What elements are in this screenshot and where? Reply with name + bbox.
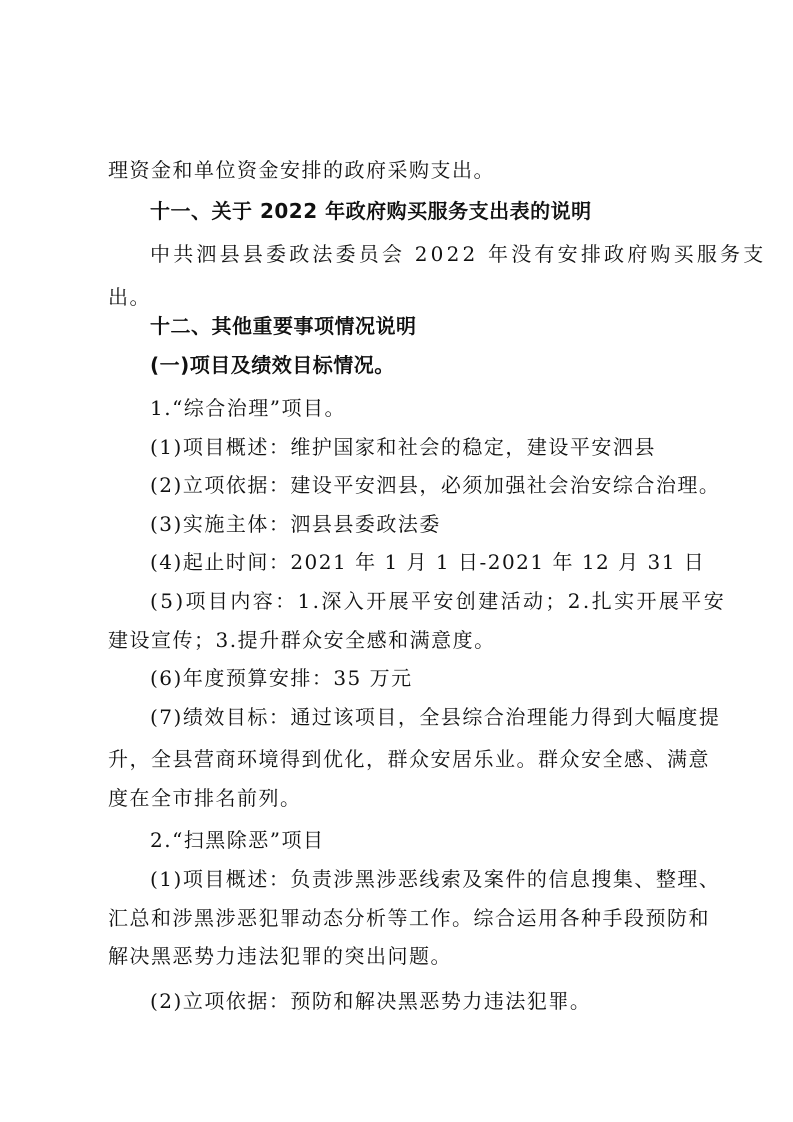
paragraph-line: 建设宣传；3.提升群众安全感和满意度。 [108,628,496,652]
paragraph-line: (1)项目概述：维护国家和社会的稳定，建设平安泗县 [150,435,656,459]
paragraph-line: (4)起止时间：2021 年 1 月 1 日-2021 年 12 月 31 日 [150,550,706,574]
subsection-heading: (一)项目及绩效目标情况。 [150,353,395,377]
paragraph-line: 出。 [108,285,151,309]
paragraph-line: 升，全县营商环境得到优化，群众安居乐业。群众安全感、满意 [108,747,710,771]
section-heading-12: 十二、其他重要事项情况说明 [150,314,417,338]
paragraph-line: 理资金和单位资金安排的政府采购支出。 [108,158,495,182]
item-heading: 2.“扫黑除恶”项目 [150,828,325,852]
section-heading-11: 十一、关于 2022 年政府购买服务支出表的说明 [150,199,592,223]
paragraph-line: (7)绩效目标：通过该项目，全县综合治理能力得到大幅度提 [150,705,721,729]
paragraph-line: (3)实施主体：泗县县委政法委 [150,512,441,536]
paragraph-line: (2)立项依据：预防和解决黑恶势力违法犯罪。 [150,989,592,1013]
paragraph-line: (6)年度预算安排：35 万元 [150,666,413,690]
paragraph-line: (5)项目内容：1.深入开展平安创建活动；2.扎实开展平安 [150,589,727,613]
item-heading: 1.“综合治理”项目。 [150,396,347,420]
paragraph-line: 解决黑恶势力违法犯罪的突出问题。 [108,944,452,968]
paragraph-line: (1)项目概述：负责涉黑涉恶线索及案件的信息搜集、整理、 [150,867,721,891]
paragraph-line: 中共泗县县委政法委员会 2022 年没有安排政府购买服务支 [150,242,767,266]
paragraph-line: (2)立项依据：建设平安泗县，必须加强社会治安综合治理。 [150,473,721,497]
paragraph-line: 汇总和涉黑涉恶犯罪动态分析等工作。综合运用各种手段预防和 [108,906,710,930]
paragraph-line: 度在全市排名前列。 [108,786,302,810]
